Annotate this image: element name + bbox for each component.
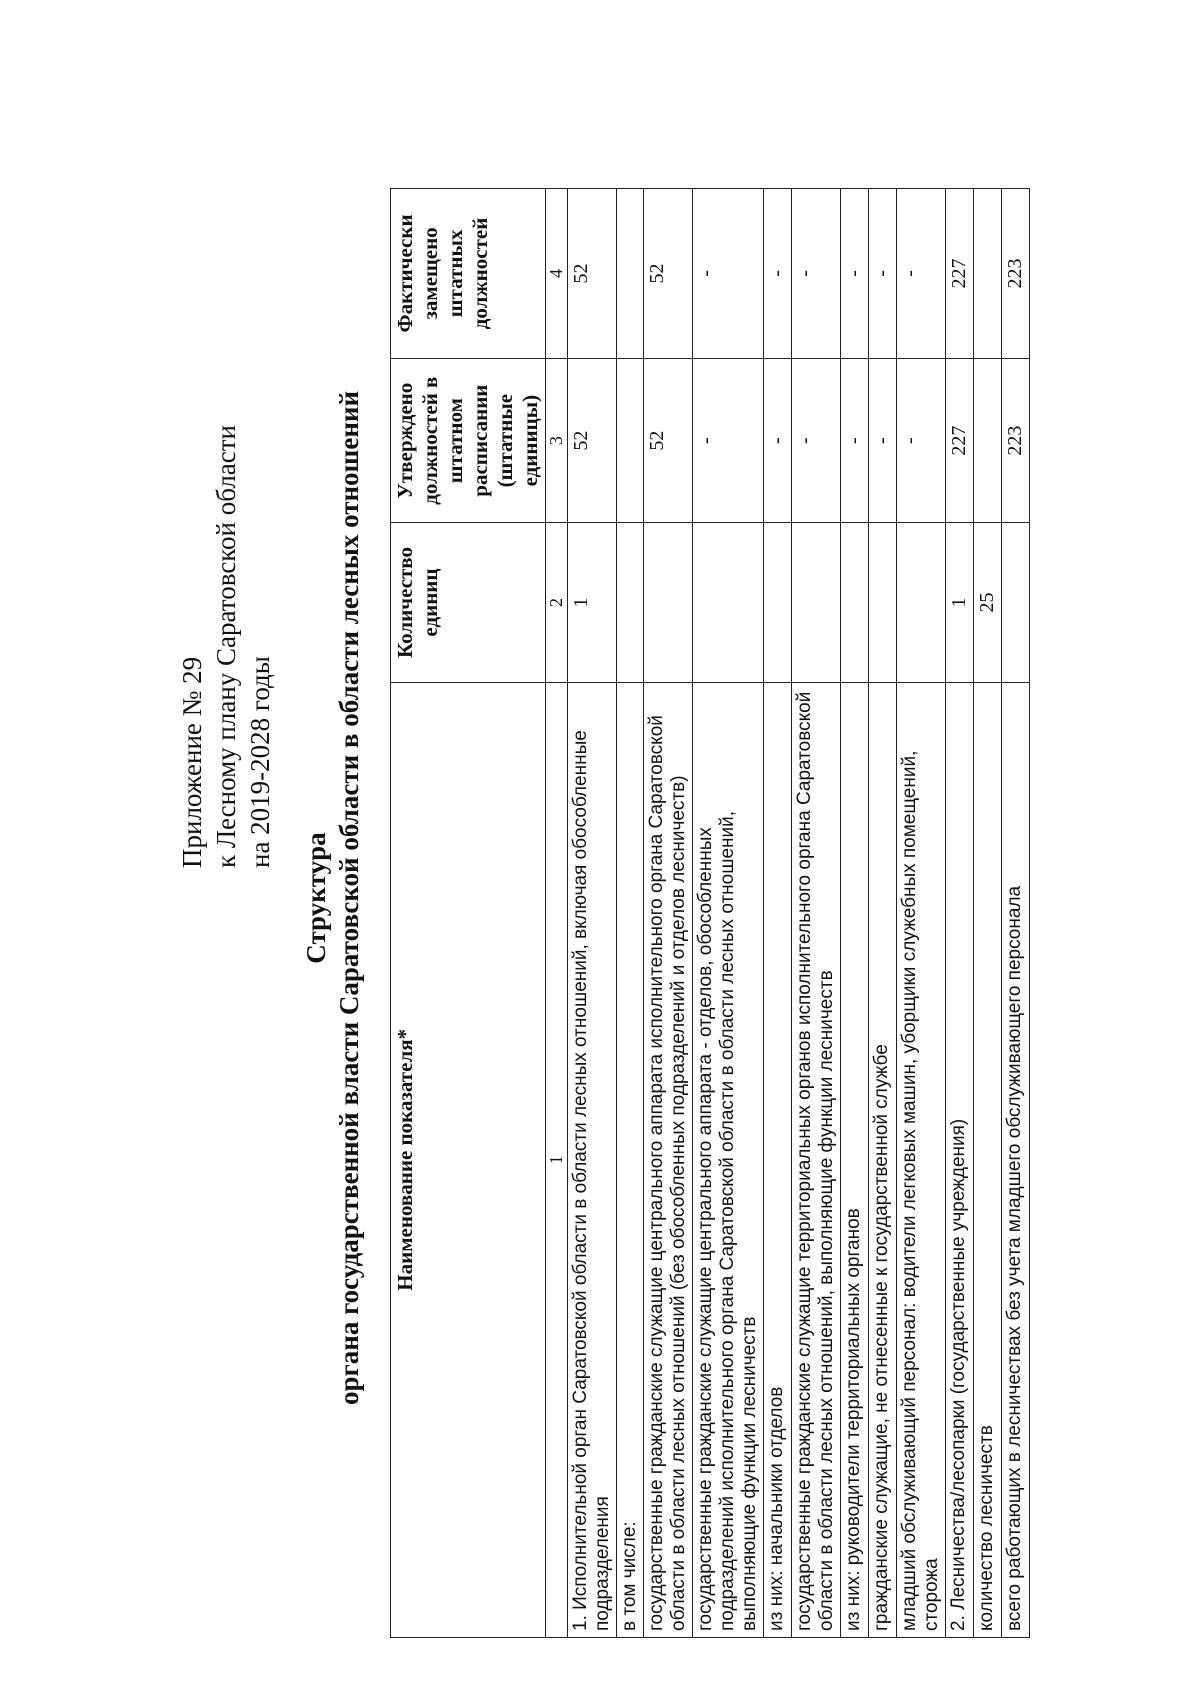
row-filled: 227 xyxy=(946,189,974,359)
row-name: всего работающих в лесничествах без учета младшего обслуживающего персонала xyxy=(1002,682,1030,1637)
row-approved: 223 xyxy=(1002,358,1030,523)
row-count xyxy=(869,523,897,682)
row-name: из них: начальники отделов xyxy=(764,682,792,1637)
table-row xyxy=(1002,189,1030,1638)
table-header-row xyxy=(391,189,546,1638)
row-filled: 52 xyxy=(644,189,693,359)
row-name: младший обслуживающий персонал: водители легковых машин, уборщики служебных помещений, сторожа xyxy=(897,682,946,1637)
row-filled: 223 xyxy=(1002,189,1030,359)
row-name: из них: руководители территориальных органов xyxy=(841,682,869,1637)
column-number: 1 xyxy=(546,682,568,1637)
table-row xyxy=(974,189,1002,1638)
column-number: 3 xyxy=(546,358,568,523)
row-count: 1 xyxy=(946,523,974,682)
row-count xyxy=(644,523,693,682)
row-filled: - xyxy=(693,189,764,359)
appendix-plan: к Лесному плану Саратовской области xyxy=(211,424,241,868)
row-count: 25 xyxy=(974,523,1002,682)
table-row xyxy=(693,189,764,1638)
row-approved xyxy=(974,358,1002,523)
table-row xyxy=(617,189,644,1638)
column-number: 4 xyxy=(546,189,568,359)
row-filled: - xyxy=(764,189,792,359)
title-line-1: Структура xyxy=(301,832,331,964)
row-name: государственные гражданские служащие центрального аппарата - отделов, обособленных подразделений исполнительного органа Саратовской области в области лесных отношений, выполняющие функции лесничеств xyxy=(693,682,764,1637)
column-number-row xyxy=(546,189,568,1638)
row-approved: - xyxy=(764,358,792,523)
row-name: 2. Лесничества/лесопарки (государственные учреждения) xyxy=(946,682,974,1637)
row-count xyxy=(897,523,946,682)
row-approved: - xyxy=(869,358,897,523)
row-approved: 52 xyxy=(568,358,617,523)
row-approved: - xyxy=(792,358,841,523)
row-filled: 52 xyxy=(568,189,617,359)
table-row xyxy=(897,189,946,1638)
title-line-2: органа государственной власти Саратовской области в области лесных отношений xyxy=(334,390,364,1406)
header-indicator-name: Наименование показателя* xyxy=(391,682,546,1637)
row-name: количество лесничеств xyxy=(974,682,1002,1637)
row-count xyxy=(1002,523,1030,682)
header-approved-positions: Утверждено должностей в штатном расписании (штатные единицы) xyxy=(391,358,546,523)
table-row xyxy=(568,189,617,1638)
row-name: государственные гражданские служащие центрального аппарата исполнительного органа Саратовской области в области лесных отношений (без обособленных подразделений и отделов лесничеств) xyxy=(644,682,693,1637)
row-filled xyxy=(617,189,644,359)
row-count xyxy=(792,523,841,682)
row-filled xyxy=(974,189,1002,359)
row-count xyxy=(764,523,792,682)
structure-table xyxy=(390,188,1030,1638)
row-approved: - xyxy=(693,358,764,523)
row-filled: - xyxy=(897,189,946,359)
document-title xyxy=(300,148,366,1648)
row-name: 1. Исполнительной орган Саратовской области в области лесных отношений, включая обособленные подразделения xyxy=(568,682,617,1637)
row-count xyxy=(693,523,764,682)
appendix-header xyxy=(175,425,277,868)
row-approved: - xyxy=(841,358,869,523)
table-row xyxy=(764,189,792,1638)
row-count: 1 xyxy=(568,523,617,682)
row-approved: 52 xyxy=(644,358,693,523)
row-name: государственные гражданские служащие территориальных органов исполнительного органа Саратовской области в области лесных отношений, выполняющие функции лесничеств xyxy=(792,682,841,1637)
table-row xyxy=(792,189,841,1638)
appendix-number: Приложение № 29 xyxy=(177,656,207,868)
row-count xyxy=(841,523,869,682)
column-number: 2 xyxy=(546,523,568,682)
row-approved: 227 xyxy=(946,358,974,523)
appendix-years: на 2019-2028 годы xyxy=(245,656,275,868)
row-name: в том числе: xyxy=(617,682,644,1637)
row-count xyxy=(617,523,644,682)
row-filled: - xyxy=(841,189,869,359)
row-approved: - xyxy=(897,358,946,523)
document-page xyxy=(145,148,1065,1648)
header-unit-count: Количество единиц xyxy=(391,523,546,682)
row-name: гражданские служащие, не отнесенные к государственной службе xyxy=(869,682,897,1637)
table-row xyxy=(644,189,693,1638)
table-row xyxy=(869,189,897,1638)
header-filled-positions: Фактически замещено штатных должностей xyxy=(391,189,546,359)
row-approved xyxy=(617,358,644,523)
table-row xyxy=(946,189,974,1638)
table-row xyxy=(841,189,869,1638)
row-filled: - xyxy=(792,189,841,359)
row-filled: - xyxy=(869,189,897,359)
